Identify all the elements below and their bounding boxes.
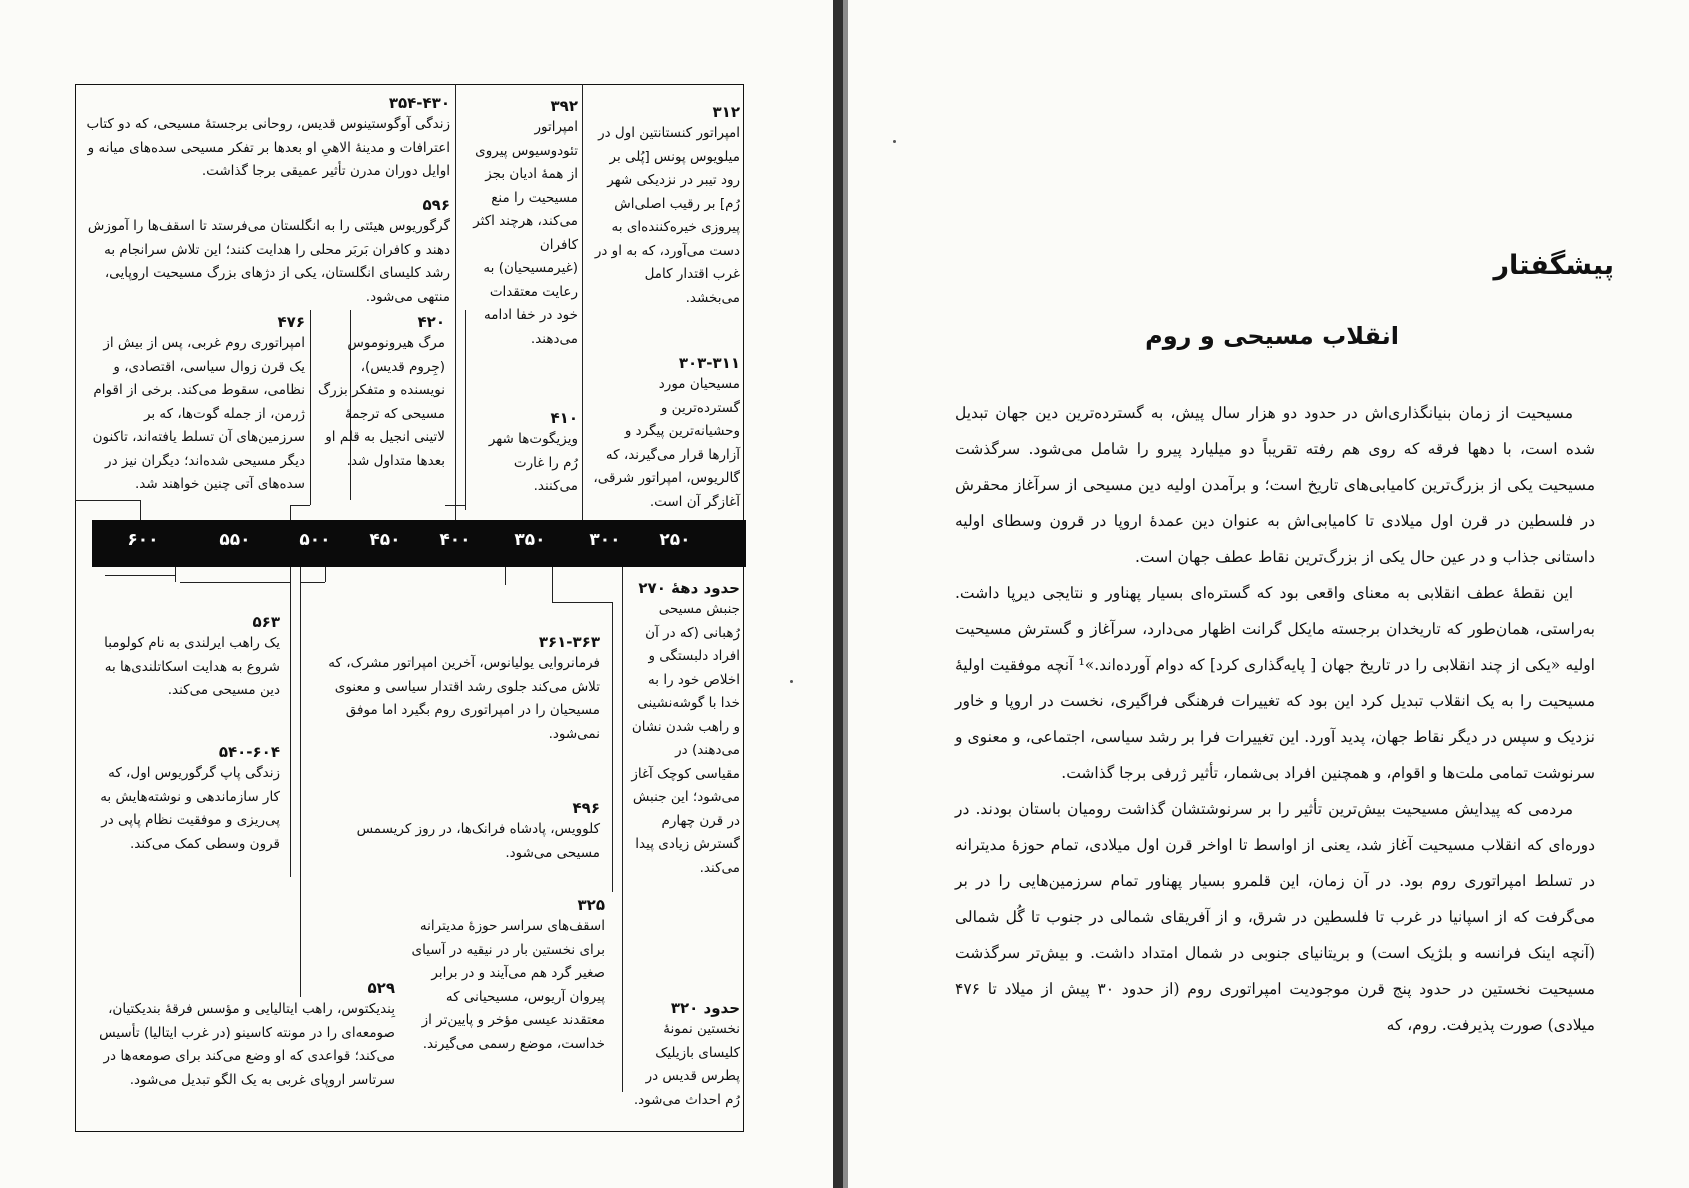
timeline-tick: ۴۵۰ (369, 530, 401, 550)
timeline-tick: ۴۰۰ (439, 530, 471, 550)
connector-line (290, 567, 291, 877)
event-year: ۳۲۵ (577, 896, 605, 914)
event-year: ۳۱۲ (712, 103, 740, 121)
event-year: ۵۲۹ (367, 979, 395, 997)
timeline-event (470, 408, 578, 499)
connector-line (300, 582, 325, 583)
event-text: امپراتور کنستانتین اول در میلویوس پونس [پُلی بر رود تیبر در نزدیکی شهر رُم] بر رقیب اصلی‌اش پیروزی خیره‌کننده‌ای به دست می‌آورد، که به او در غرب اقتدار کامل می‌بخشد. (594, 125, 740, 306)
body-text (955, 395, 1595, 1043)
timeline-event (630, 578, 740, 880)
event-text: مرگ هیرونوموس (جِروم قدیس)، نویسنده و متفکر بزرگ مسیحی که ترجمهٔ لاتینی انجیل به قلم او بعدها متداول شد. (317, 335, 445, 469)
connector-line (582, 84, 583, 520)
timeline-event (90, 612, 280, 703)
connector-line (140, 500, 141, 520)
connector-line (325, 567, 326, 582)
timeline-event (630, 998, 740, 1112)
connector-line (105, 575, 175, 576)
event-year: ۵۴۰-۶۰۴ (218, 743, 280, 761)
page-heading: پیشگفتار (1493, 250, 1614, 281)
connector-line (612, 602, 613, 892)
event-year: ۴۷۶ (277, 313, 305, 331)
timeline-tick: ۶۰۰ (127, 530, 159, 550)
event-text: یک راهب ایرلندی به نام کولومبا شروع به هدایت اسکاتلندی‌ها به دین مسیحی می‌کند. (104, 635, 280, 698)
timeline-tick: ۵۵۰ (219, 530, 251, 550)
timeline-tick: ۳۵۰ (514, 530, 546, 550)
event-year: ۳۵۴-۴۳۰ (388, 94, 450, 112)
timeline-event (85, 195, 450, 309)
event-year: ۴۲۰ (417, 313, 445, 331)
scan-speck (790, 680, 793, 683)
timeline-event (85, 978, 395, 1092)
connector-line (75, 500, 140, 501)
event-year: ۳۰۳-۳۱۱ (678, 354, 740, 372)
connector-line (180, 582, 290, 583)
timeline-event (470, 96, 578, 351)
timeline-tick: ۳۰۰ (589, 530, 621, 550)
timeline-event (590, 102, 740, 310)
connector-line (310, 310, 311, 505)
timeline-tick: ۲۵۰ (659, 530, 691, 550)
event-text: امپراتوری روم غربی، پس از بیش از یک قرن زوال سیاسی، اقتصادی، و نظامی، سقوط می‌کند. برخی از اقوام ژرمن، از جمله گوت‌ها، که بر سرزمین‌های آن تسلط یافته‌اند، تاکنون دیگر مسیحی شده‌اند؛ دیگران نیز در سده‌های آتی چنین خواهند شد. (92, 335, 305, 492)
event-text: بِندیکتوس، راهب ایتالیایی و مؤسس فرقهٔ بندیکتیان، صومعه‌ای را در مونته کاسینو (در غرب ایتالیا) تأسیس می‌کند؛ قواعدی که او وضع می‌کند برای صومعه‌ها در سرتاسر اروپای غربی به یک الگو تبدیل می‌شود. (99, 1001, 395, 1088)
connector-line (455, 84, 456, 520)
event-text: فرمانروایی یولیانوس، آخرین امپراتور مشرک، که تلاش می‌کند جلوی رشد اقتدار سیاسی و معنوی مسیحیان را در امپراتوری روم بگیرد اما موفق نمی‌شود. (328, 655, 600, 742)
event-text: امپراتور تئودوسیوس پیروی از همهٔ ادیان بجز مسیحیت را منع می‌کند، هرچند اکثر کافران (غیرمسیحیان) به رعایت معتقدات خود در خفا ادامه می‌دهند. (473, 119, 578, 347)
connector-line (290, 505, 310, 506)
timeline-event (590, 353, 740, 514)
event-year: حدود ۳۲۰ (670, 999, 740, 1017)
scan-speck (893, 140, 896, 143)
event-year: ۵۶۳ (252, 613, 280, 631)
timeline-event (85, 93, 450, 184)
timeline-event (410, 895, 605, 1056)
event-text: نخستین نمونهٔ کلیسای بازیلیک پطرس قدیس در رُم احداث می‌شود. (633, 1021, 740, 1108)
event-text: زندگی پاپ گرگوریوس اول، که کار سازماندهی و نوشته‌هایش به پی‌ریزی و موفقیت نظام پاپی در قرون وسطی کمک می‌کند. (100, 765, 280, 852)
event-text: اسقف‌های سراسر حوزهٔ مدیترانه برای نخستین بار در نیقیه در آسیای صغیر گرد هم می‌آیند و در برابر پیروان آریوس، مسیحیانی که معتقدند عیسی مؤخر و پایین‌تر از خداست، موضع رسمی می‌گیرند. (411, 918, 605, 1052)
event-year: ۵۹۶ (422, 196, 450, 214)
event-text: کلوویس، پادشاه فرانک‌ها، در روز کریسمس مسیحی می‌شود. (356, 821, 600, 861)
paragraph: مردمی که پیدایش مسیحیت بیش‌ترین تأثیر را بر سرنوشتشان گذاشت رومیان باستان بودند. در دوره‌ای که انقلاب مسیحیت آغاز شد، یعنی از اواسط تا اواخر قرن اول میلادی، تمام حوزهٔ مدیترانه در تسلط امپراتوری روم بود. در آن زمان، این قلمرو بسیار پهناور تمام سرزمین‌هایی را در بر می‌گرفت که از اسپانیا در غرب تا فلسطین در شرق، و از آفریقای شمالی در جنوب تا گُل شمالی (آنچه اینک فرانسه و بلژیک است) و بریتانیای جنوبی در شمال امتداد داشت. و بیش‌تر سرگذشت مسیحیت نخستین در حدود پنج قرن موجودیت امپراتوری روم (از حدود ۳۰ پیش از میلاد تا ۴۷۶ میلادی) صورت پذیرفت. روم، که (955, 800, 1595, 1034)
event-text: مسیحیان مورد گسترده‌ترین و وحشیانه‌ترین پیگرد و آزارها قرار می‌گیرند، که گالریوس، امپراتور شرقی، آغازگر آن است. (593, 376, 740, 510)
event-text: زندگی آوگوستینوس قدیس، روحانی برجستهٔ مسیحی، که دو کتاب اعترافات و مدینهٔ الاهیِ او بعدها بر تفکر مسیحی سده‌های میانه و اوایل دوران مدرن تأثیر عمیقی برجا گذاشت. (86, 116, 450, 179)
timeline-event (90, 742, 280, 856)
connector-line (290, 505, 291, 520)
event-year: ۳۶۱-۳۶۳ (538, 633, 600, 651)
connector-line (505, 567, 506, 585)
timeline-bar (92, 520, 746, 567)
connector-line (552, 567, 553, 602)
connector-line (622, 567, 623, 1092)
event-year: ۴۹۶ (572, 799, 600, 817)
connector-line (300, 567, 301, 997)
event-year: ۳۹۲ (550, 97, 578, 115)
book-gutter (833, 0, 843, 1188)
connector-line (445, 505, 465, 506)
connector-line (75, 200, 76, 500)
timeline-tick: ۵۰۰ (299, 530, 331, 550)
connector-line (552, 602, 612, 603)
timeline-event (310, 798, 600, 865)
timeline-event (310, 632, 600, 746)
event-year: حدود دههٔ ۲۷۰ (638, 579, 740, 597)
timeline-event (90, 312, 305, 497)
paragraph: مسیحیت از زمان بنیانگذاری‌اش در حدود دو هزار سال پیش، به گسترده‌ترین دین جهان تبدیل شده است، با دهها فرقه که روی هم رفته تقریباً دو میلیارد پیرو را شامل می‌شود. سرگذشت مسیحیت یکی از بزرگ‌ترین کامیابی‌های تاریخ است؛ و برآمدن اولیه دین مسیحی از سرآغاز محقرش در فلسطین در قرن اول میلادی تا کامیابی‌اش به عنوان دین عمدهٔ اروپا در قرون وسطای اولیه داستانی جذاب و در عین حال یکی از بزرگ‌ترین نقاط عطف جهان است. (955, 404, 1595, 566)
event-year: ۴۱۰ (550, 409, 578, 427)
timeline-event (315, 312, 445, 473)
event-text: ویزیگوت‌ها شهر رُم را غارت می‌کنند. (488, 431, 578, 494)
event-text: گرگوریوس هیئتی را به انگلستان می‌فرستد تا اسقف‌ها را آموزش دهند و کافران بَربَر محلی را هدایت کنند؛ این تلاش سرانجام به رشد کلیسای انگلستان، یکی از دژهای بزرگ مسیحیت اروپایی، منتهی می‌شود. (87, 218, 450, 305)
event-text: جنبش مسیحی رُهبانی (که در آن افراد دلبستگی و اخلاص خود را به خدا با گوشه‌نشینی و راهب شدن نشان می‌دهند) در مقیاسی کوچک آغاز می‌شود؛ این جنبش در قرن چهارم گسترش زیادی پیدا می‌کند. (631, 601, 740, 876)
connector-line (175, 567, 176, 582)
connector-line (465, 310, 466, 510)
chapter-title: انقلاب مسیحی و روم (1145, 322, 1399, 350)
paragraph: این نقطهٔ عطف انقلابی به معنای واقعی بود که گستره‌ای بسیار پهناور و نتایجی دیرپا داشت. به‌راستی، همان‌طور که تاریخدان برجسته مایکل گرانت اظهار می‌دارد، سرآغاز و گسترش مسیحیت اولیه «یکی از چند انقلابی را در تاریخ جهان [ پایه‌گذاری کرد] که دوام آورده‌اند.»¹ آنچه موفقیت اولیهٔ مسیحیت را به یک انقلاب تبدیل کرد این بود که تغییرات فرهنگی فراگیری، نخست در اروپا و خاور نزدیک و سپس در دیگر نقاط جهان، پدید آورد. این تغییرات فرا بر رشد سیاسی، اجتماعی، و معنوی و سرنوشت تمامی ملت‌ها و اقوام، و همچنین افراد بی‌شمار، تأثیر ژرفی برجا گذاشت. (955, 584, 1595, 782)
